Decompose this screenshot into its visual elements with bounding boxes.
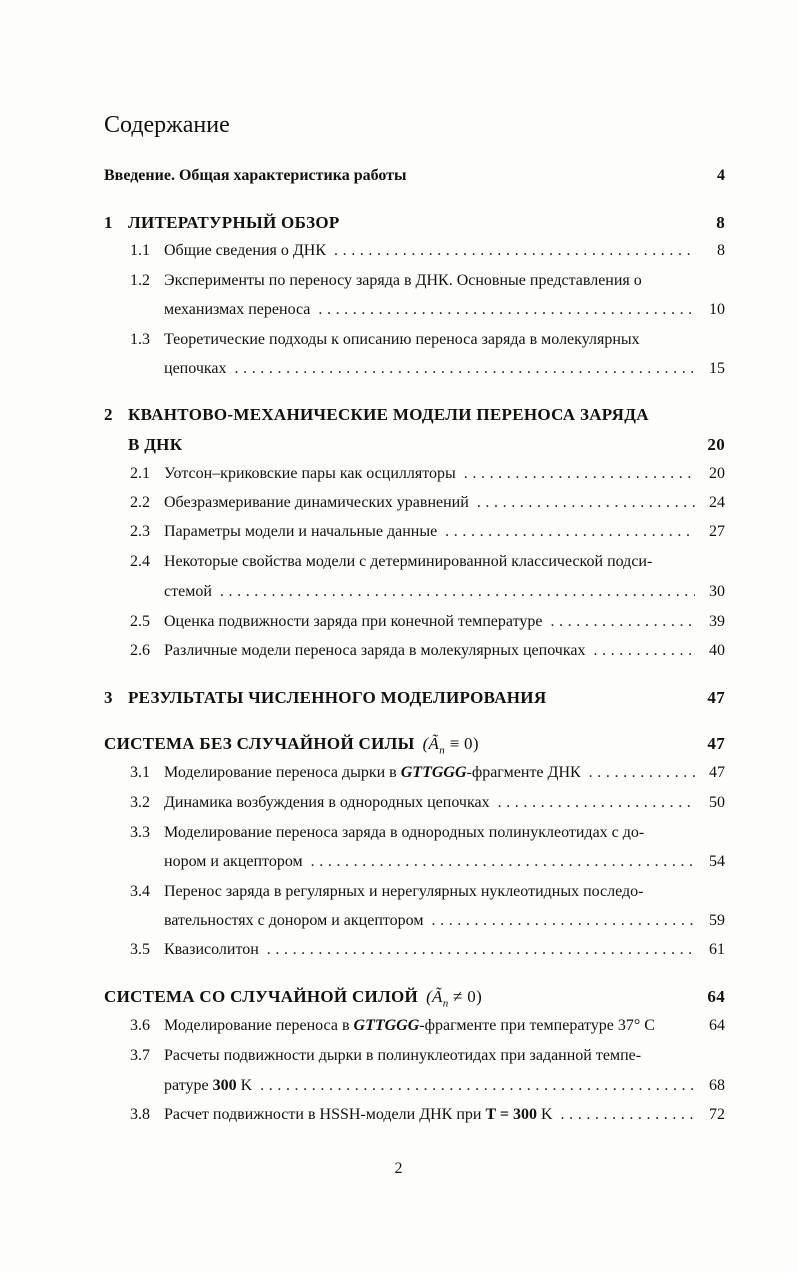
entry-text: Введение. Общая характеристика работы (104, 167, 407, 184)
part-page: 47 (707, 734, 725, 753)
section-page: 8 (717, 242, 725, 259)
toc-section-3-8[interactable] (130, 1106, 725, 1132)
section-number: 3.7 (130, 1047, 150, 1064)
dot-leader (464, 465, 695, 483)
section-page: 24 (709, 494, 725, 511)
part-title: СИСТЕМА СО СЛУЧАЙНОЙ СИЛОЙ (104, 987, 419, 1006)
chapter-page: 20 (707, 435, 725, 454)
chapter-title: РЕЗУЛЬТАТЫ ЧИСЛЕННОГО МОДЕЛИРОВАНИЯ (128, 688, 547, 707)
section-title: Моделирование переноса в GTTGGG-фрагменте при температуре 37° C (164, 1017, 655, 1034)
section-page: 27 (709, 523, 725, 540)
dot-leader (550, 613, 695, 631)
section-page: 47 (709, 764, 725, 781)
section-number: 3.3 (130, 824, 150, 841)
section-title: Теоретические подходы к описанию переноса заряда в молекулярных (164, 331, 640, 348)
section-title-cont: нором и акцептором (164, 853, 303, 870)
dot-leader (498, 794, 695, 812)
part-title: СИСТЕМА БЕЗ СЛУЧАЙНОЙ СИЛЫ (104, 734, 415, 753)
section-title: Моделирование переноса заряда в однородных полинуклеотидах с до- (164, 824, 645, 841)
toc-section-3-4[interactable] (130, 883, 725, 909)
chapter-title-cont: В ДНК (128, 435, 183, 454)
chapter-title: КВАНТОВО-МЕХАНИЧЕСКИЕ МОДЕЛИ ПЕРЕНОСА ЗАРЯДА (128, 405, 649, 424)
dot-leader (311, 853, 695, 871)
section-number: 1.2 (130, 272, 150, 289)
toc-chapter-3[interactable] (104, 688, 725, 714)
section-page: 10 (709, 301, 725, 318)
section-title-cont: цепочках (164, 360, 227, 377)
section-title: Параметры модели и начальные данные (164, 523, 438, 540)
section-number: 2.3 (130, 523, 150, 540)
section-page: 68 (709, 1077, 725, 1094)
section-page: 54 (709, 853, 725, 870)
toc-section-2-4[interactable] (130, 553, 725, 579)
section-title-cont: стемой (164, 583, 212, 600)
dot-leader (561, 1106, 695, 1124)
section-page: 20 (709, 465, 725, 482)
dot-leader (445, 523, 695, 541)
section-number: 2.2 (130, 494, 150, 511)
section-page: 30 (709, 583, 725, 600)
section-title: Расчеты подвижности дырки в полинуклеотидах при заданной темпе- (164, 1047, 642, 1064)
toc-section-1-3-cont[interactable] (164, 360, 725, 386)
section-title: Динамика возбуждения в однородных цепочках (164, 794, 490, 811)
section-number: 2.5 (130, 613, 150, 630)
dot-leader (318, 301, 695, 319)
section-number: 3.6 (130, 1017, 150, 1034)
section-number: 3.2 (130, 794, 150, 811)
chapter-number: 1 (104, 213, 113, 232)
dot-leader (267, 941, 695, 959)
section-title: Оценка подвижности заряда при конечной температуре (164, 613, 543, 630)
toc-section-2-5[interactable] (130, 613, 725, 639)
section-title: Обезразмеривание динамических уравнений (164, 494, 469, 511)
section-title: Общие сведения о ДНК (164, 242, 326, 259)
toc-entry-intro[interactable] (104, 167, 725, 193)
section-number: 1.3 (130, 331, 150, 348)
section-page: 50 (709, 794, 725, 811)
toc-section-3-4-cont[interactable] (164, 912, 725, 938)
section-title: Перенос заряда в регулярных и нерегулярных нуклеотидных последо- (164, 883, 644, 900)
section-number: 2.1 (130, 465, 150, 482)
section-number: 3.5 (130, 941, 150, 958)
section-number: 3.8 (130, 1106, 150, 1123)
section-number: 2.6 (130, 642, 150, 659)
dot-leader (220, 583, 695, 601)
dot-leader (334, 242, 695, 260)
section-title: Уотсон–криковские пары как осцилляторы (164, 465, 456, 482)
section-page: 39 (709, 613, 725, 630)
toc-section-1-1[interactable] (130, 242, 725, 268)
section-title: Различные модели переноса заряда в молекулярных цепочках (164, 642, 586, 659)
section-number: 1.1 (130, 242, 150, 259)
section-title-cont: вательностях с донором и акцептором (164, 912, 424, 929)
toc-chapter-2-cont[interactable] (128, 435, 725, 461)
toc-section-1-3[interactable] (130, 331, 725, 357)
section-number: 3.4 (130, 883, 150, 900)
toc-section-2-3[interactable] (130, 523, 725, 549)
section-title: Эксперименты по переносу заряда в ДНК. Основные представления о (164, 272, 642, 289)
dot-leader (260, 1077, 695, 1095)
toc-section-2-6[interactable] (130, 642, 725, 668)
part-page: 64 (707, 987, 725, 1006)
page-number: 2 (394, 1160, 403, 1177)
toc-chapter-1[interactable] (104, 213, 725, 239)
section-title: Квазисолитон (164, 941, 259, 958)
section-page: 59 (709, 912, 725, 929)
section-page: 64 (709, 1017, 725, 1034)
dot-leader (432, 912, 696, 930)
dot-leader (589, 764, 695, 782)
section-number: 3.1 (130, 764, 150, 781)
section-title: Некоторые свойства модели с детерминированной классической подси- (164, 553, 653, 570)
toc-section-3-3-cont[interactable] (164, 853, 725, 879)
dot-leader (477, 494, 695, 512)
toc-section-3-5[interactable] (130, 941, 725, 967)
dot-leader (235, 360, 696, 378)
toc-part-random-force[interactable] (104, 987, 725, 1013)
section-number: 2.4 (130, 553, 150, 570)
part-formula: $(Ã_n \equiv 0)$ (422, 734, 479, 757)
chapter-number: 3 (104, 688, 113, 707)
chapter-number: 2 (104, 405, 113, 424)
toc-section-3-7-cont[interactable] (164, 1077, 725, 1103)
toc-section-2-2[interactable] (130, 494, 725, 520)
entry-page: 4 (717, 167, 725, 184)
section-title-cont: ратуре 300 K (164, 1077, 253, 1094)
toc-section-3-7[interactable] (130, 1047, 725, 1073)
section-page: 72 (709, 1106, 725, 1123)
toc-section-3-1[interactable] (130, 764, 725, 790)
chapter-page: 47 (707, 688, 725, 707)
toc-section-1-2[interactable] (130, 272, 725, 298)
section-title: Расчет подвижности в HSSH-модели ДНК при T = 300 K (164, 1106, 553, 1123)
section-title: Моделирование переноса дырки в GTTGGG-фрагменте ДНК (164, 764, 581, 781)
toc-part-no-random-force[interactable] (104, 734, 725, 760)
toc-section-3-6[interactable] (130, 1017, 725, 1043)
chapter-title: ЛИТЕРАТУРНЫЙ ОБЗОР (128, 213, 340, 232)
toc-section-3-3[interactable] (130, 824, 725, 850)
section-page: 40 (709, 642, 725, 659)
page-title: Содержание (104, 112, 230, 138)
toc-section-3-2[interactable] (130, 794, 725, 820)
chapter-page: 8 (716, 213, 725, 232)
section-page: 61 (709, 941, 725, 958)
dot-leader (593, 642, 695, 660)
toc-section-2-4-cont[interactable] (164, 583, 725, 609)
section-title-cont: механизмах переноса (164, 301, 311, 318)
toc-chapter-2[interactable] (104, 405, 725, 431)
toc-section-1-2-cont[interactable] (164, 301, 725, 327)
part-formula: $(Ã_n \ne 0)$ (426, 987, 483, 1010)
toc-section-2-1[interactable] (130, 465, 725, 491)
section-page: 15 (709, 360, 725, 377)
